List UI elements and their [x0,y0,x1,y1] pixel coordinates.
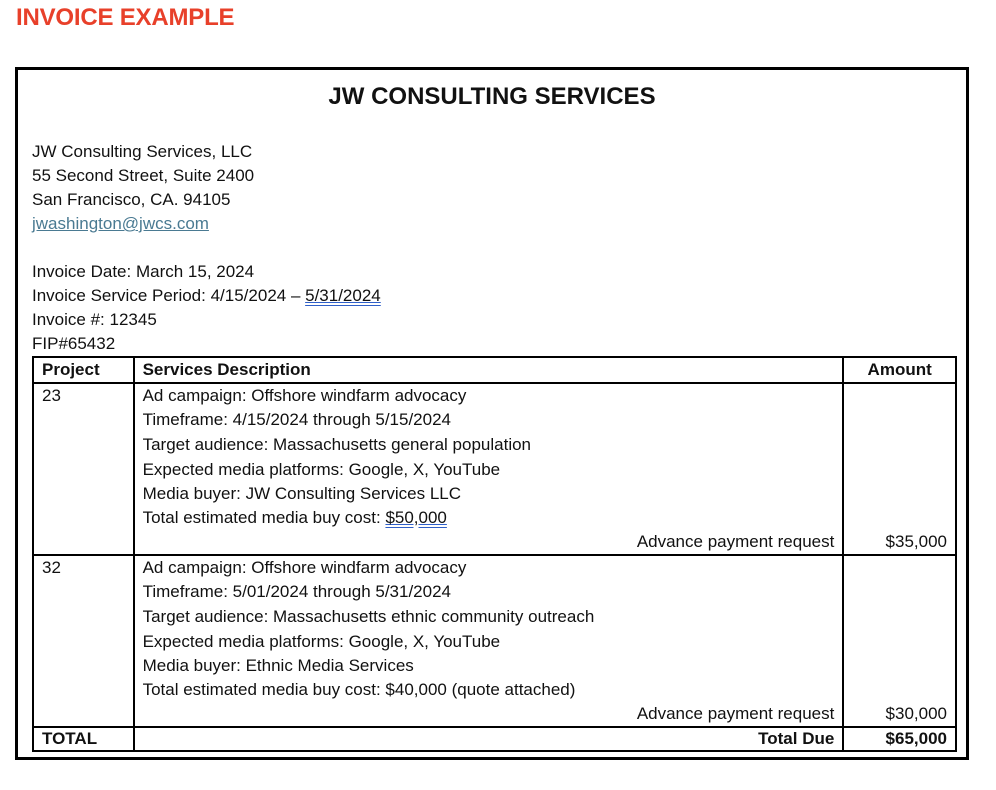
invoice-period-label: Invoice Service Period: [32,286,211,305]
page-heading: INVOICE EXAMPLE [16,4,235,31]
services-table [32,356,957,752]
invoice-period [32,284,381,308]
description-line: Target audience: Massachusetts general population [142,435,532,454]
description-line: Timeframe: 4/15/2024 through 5/15/2024 [142,410,452,429]
invoice-number [32,308,381,332]
service-description [134,383,844,555]
company-name: JW Consulting Services, LLC [32,142,253,161]
description-line: Media buyer: JW Consulting Services LLC [142,484,462,503]
cost-value: $50,000 [385,508,447,527]
advance-payment-label: Advance payment request [636,704,835,723]
service-description [134,555,844,727]
table-row [33,383,956,555]
company-street: 55 Second Street, Suite 2400 [32,166,255,185]
header-amount: Amount [843,357,956,383]
total-row [33,727,956,751]
table-row [33,555,956,727]
email-link[interactable]: jwashington@jwcs.com [32,214,209,233]
invoice-number-value: 12345 [109,310,157,329]
project-number: 23 [33,383,134,555]
row-amount: $35,000 [843,383,956,555]
description-line: Ad campaign: Offshore windfarm advocacy [142,558,467,577]
company-city: San Francisco, CA. 94105 [32,190,231,209]
table-header-row [33,357,956,383]
cost-line [143,506,835,530]
invoice-period-start: 4/15/2024 – [210,286,306,305]
project-number: 32 [33,555,134,727]
total-due-label: Total Due [134,727,844,751]
cost-line [143,678,835,702]
invoice-date-label: Invoice Date: [32,262,136,281]
description-line: Expected media platforms: Google, X, YouTube [142,460,501,479]
description-line: Media buyer: Ethnic Media Services [142,656,414,675]
total-due-amount: $65,000 [843,727,956,751]
invoice-document [15,67,969,760]
invoice-period-end: 5/31/2024 [305,286,381,305]
advance-payment-label: Advance payment request [636,532,835,551]
invoice-date-value: March 15, 2024 [135,262,255,281]
fip-number: FIP#65432 [32,334,116,353]
invoice-date [32,260,381,284]
company-title: JW CONSULTING SERVICES [328,83,656,110]
cost-label: Total estimated media buy cost: $40,000 (quote attached) [142,680,576,699]
header-project: Project [33,357,134,383]
total-label: TOTAL [33,727,134,751]
cost-label: Total estimated media buy cost: [142,508,386,527]
description-line: Timeframe: 5/01/2024 through 5/31/2024 [142,582,452,601]
description-line: Expected media platforms: Google, X, YouTube [142,632,501,651]
description-line: Ad campaign: Offshore windfarm advocacy [142,386,467,405]
header-description: Services Description [134,357,844,383]
invoice-number-label: Invoice #: [32,310,110,329]
row-amount: $30,000 [843,555,956,727]
description-line: Target audience: Massachusetts ethnic community outreach [142,607,595,626]
invoice-header-block [32,140,381,356]
